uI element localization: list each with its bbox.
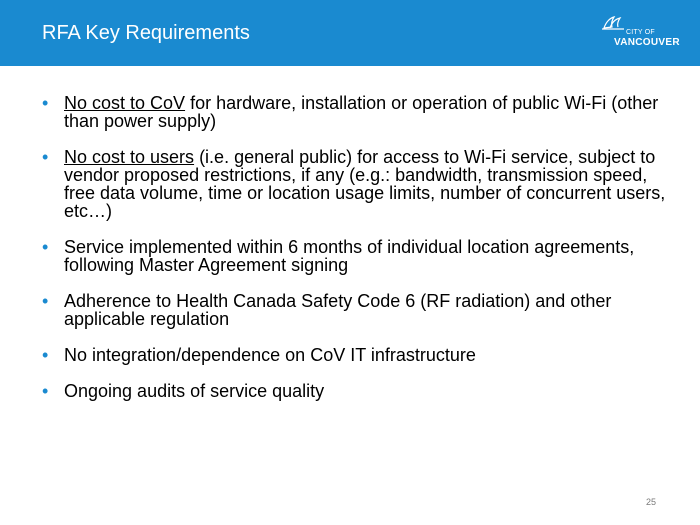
list-item: [42, 292, 672, 328]
bullet-icon: •: [42, 291, 49, 311]
list-item: [42, 346, 672, 364]
bullet-icon: •: [42, 345, 49, 365]
slide-header: [0, 0, 700, 66]
bullet-text: Service implemented within 6 months of individual location agreements, following Master Agreement signing: [64, 237, 635, 275]
page-number: 25: [646, 497, 657, 507]
city-logo: [600, 14, 680, 54]
city-crest-icon: [600, 14, 628, 32]
slide-title: RFA Key Requirements: [42, 22, 250, 44]
requirements-list: [42, 94, 672, 418]
logo-text-city-of: CITY OF: [626, 29, 655, 36]
list-item: [42, 148, 672, 220]
bullet-icon: •: [42, 93, 49, 113]
bullet-icon: •: [42, 147, 49, 167]
bullet-underlined-text: No cost to CoV: [64, 93, 186, 113]
bullet-text: Adherence to Health Canada Safety Code 6 (RF radiation) and other applicable regulation: [64, 291, 612, 329]
bullet-text: Ongoing audits of service quality: [64, 381, 325, 401]
bullet-icon: •: [42, 381, 49, 401]
list-item: [42, 382, 672, 400]
list-item: [42, 94, 672, 130]
list-item: [42, 238, 672, 274]
bullet-text: No integration/dependence on CoV IT infrastructure: [64, 345, 476, 365]
bullet-underlined-text: No cost to users: [64, 147, 195, 167]
bullet-text: (i.e. general public) for access to Wi-Fi service, subject to vendor proposed restrictions, if any (e.g.: bandwidth, transmission speed, free data volume, time or location usage limits, number of concurrent users, etc…): [64, 147, 666, 221]
bullet-icon: •: [42, 237, 49, 257]
bullet-text: for hardware, installation or operation of public Wi-Fi (other than power supply): [64, 93, 659, 131]
logo-text-vancouver: VANCOUVER: [614, 37, 680, 48]
